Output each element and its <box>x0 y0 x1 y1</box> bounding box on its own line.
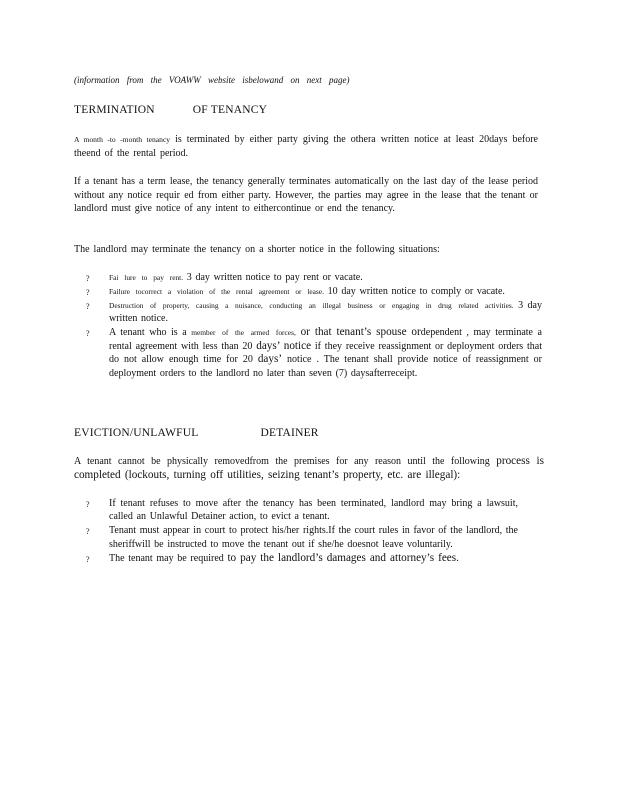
bullet-icon: ? <box>86 302 90 311</box>
termination-list <box>86 271 542 381</box>
list-item <box>86 285 542 298</box>
list-item <box>86 497 518 524</box>
eviction-item-text: If tenant refuses to move after the tenancy has been terminated, landlord may bring a lawsuit, called an Unlawful Detainer action, to evict a tenant. <box>109 498 518 523</box>
situation-notice: 10 day written notice to comply or vacate. <box>323 286 505 297</box>
termination-heading <box>74 104 267 116</box>
termination-paragraph-1-text: is terminated by either party giving the othera written notice at least 20days before theend of the rental period. <box>74 134 538 159</box>
bullet-icon: ? <box>86 329 90 339</box>
days-text: days’ <box>257 353 283 366</box>
situation-label: Failure tocorrect a violation of the rental agreement or lease. <box>109 287 324 296</box>
eviction-process-text: process is completed (lockouts, turning off utilities, seizing tenant’s property, etc. are illegal): <box>74 455 544 481</box>
list-item <box>86 552 518 565</box>
source-note: (information from the VOAWW website isbelowand on next page) <box>74 75 350 85</box>
list-item <box>86 271 542 284</box>
bullet-icon: ? <box>86 527 90 537</box>
list-item <box>86 299 542 326</box>
termination-heading-part-2: OF TENANCY <box>192 104 268 116</box>
bullet-icon: ? <box>86 288 90 297</box>
damages-fees-text: to pay the landlord’s damages and attorney’s fees. <box>227 551 459 564</box>
month-to-month-term: A month -to -month tenancy <box>74 135 171 144</box>
bullet-icon: ? <box>86 554 90 564</box>
situation-label: Fai lure to pay rent. <box>109 273 184 282</box>
eviction-paragraph-1-text: A tenant cannot be physically removedfrom the premises for any reason until the following <box>74 456 497 467</box>
eviction-heading-part-2: DETAINER <box>260 427 319 439</box>
situation-label: Destruction of property, causing a nuisance, conducting an illegal business or engaging in drug related activities. <box>109 301 514 310</box>
military-text-start: A tenant who is a <box>109 327 192 339</box>
eviction-item-text: Tenant must appear in court to protect his/her rights.If the court rules in favor of the landlord, the sheriffwill be instructed to move the tenant out if she/he doesnot leave voluntarily. <box>109 525 518 550</box>
military-term: member of the armed forces, <box>191 328 296 338</box>
termination-paragraph-2: If a tenant has a term lease, the tenancy generally terminates automatically on the last day of the lease period without any notice requir ed from either party. However, the parties may agree in the lease that the tenant or landlord must give notice of any intent to eithercontinue or end the tenancy. <box>74 176 538 215</box>
military-text-end: notice . The tenant shall provide notice of reassignment or deployment orders to the landlord no later than seven (7) daysafterreceipt. <box>109 354 542 379</box>
military-text-mid: dependent , may terminate a rental agreement with less than 20 <box>109 327 542 352</box>
eviction-heading-part-1: EVICTION/UNLAWFUL <box>74 427 199 439</box>
eviction-item-text-start: The tenant may be required <box>109 552 228 564</box>
eviction-paragraph-1 <box>74 455 544 482</box>
eviction-list <box>86 497 518 566</box>
bullet-icon: ? <box>86 500 90 509</box>
military-spouse-text: or that tenant’s spouse or <box>295 326 421 339</box>
eviction-heading <box>74 427 319 439</box>
situation-notice: 3 day written notice to pay rent or vacate. <box>183 272 363 283</box>
termination-paragraph-3: The landlord may terminate the tenancy on a shorter notice in the following situations: <box>74 244 440 255</box>
list-item <box>86 524 518 551</box>
situation-notice: 3 day written notice. <box>109 300 543 325</box>
list-item <box>86 326 542 380</box>
military-text-post: if they receive reassignment or deployment orders that do not allow enough time for 20 <box>109 340 542 366</box>
days-notice-text: days’ notice <box>256 339 312 352</box>
bullet-icon: ? <box>86 274 90 283</box>
termination-heading-part-1: TERMINATION <box>74 104 155 116</box>
termination-paragraph-1 <box>74 133 538 160</box>
